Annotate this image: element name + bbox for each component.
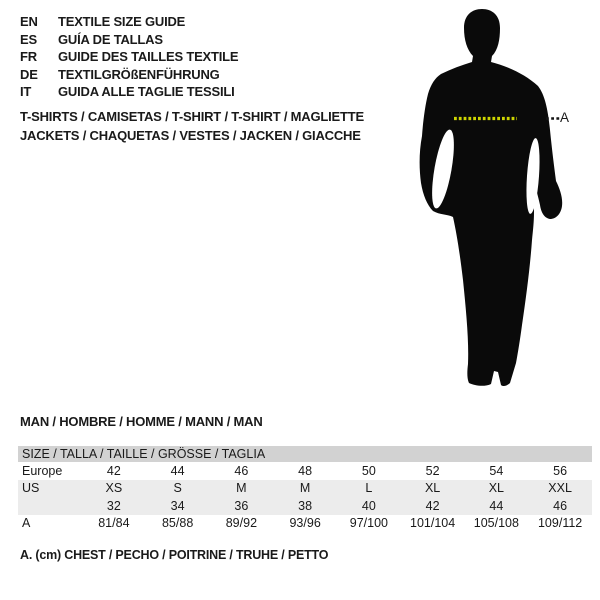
table-cell: 101/104 <box>410 516 456 531</box>
row-label: Europe <box>22 463 63 478</box>
table-cell: 52 <box>425 463 440 478</box>
language-title: GUÍA DE TALLAS <box>58 31 163 47</box>
row-label <box>18 497 82 515</box>
measurement-a-label: A <box>560 110 570 125</box>
table-cell: 48 <box>298 463 313 478</box>
category-tshirts: T-SHIRTS / CAMISETAS / T-SHIRT / T-SHIRT / MAGLIETTE <box>20 109 364 124</box>
table-cell: 42 <box>401 497 465 515</box>
table-cell: M <box>273 480 337 498</box>
table-cell: L <box>337 480 401 498</box>
table-cell: 89/92 <box>225 516 258 531</box>
table-cell: 32 <box>82 497 146 515</box>
language-title: TEXTILE SIZE GUIDE <box>58 14 186 29</box>
table-cell: 97/100 <box>349 516 388 531</box>
table-cell: M <box>210 480 274 498</box>
man-silhouette <box>395 0 600 400</box>
table-cell: 50 <box>361 463 376 478</box>
table-cell: 81/84 <box>98 516 130 531</box>
garment-categories <box>20 108 364 145</box>
language-title: GUIDA ALLE TAGLIE TESSILI <box>58 84 235 99</box>
row-label: A <box>22 516 31 531</box>
language-row <box>20 83 238 101</box>
table-cell: 34 <box>146 497 210 515</box>
size-table-header-row <box>18 446 592 462</box>
language-row <box>20 48 238 66</box>
language-title: GUIDE DES TAILLES TEXTILE <box>58 49 239 64</box>
language-code: ES <box>20 31 37 47</box>
table-cell: XXL <box>528 480 592 498</box>
language-list <box>20 13 238 101</box>
table-row-us-numbers <box>18 497 592 515</box>
table-cell: S <box>146 480 210 498</box>
language-row <box>20 31 238 49</box>
language-code: IT <box>20 84 32 99</box>
table-cell: 42 <box>106 463 121 478</box>
table-cell: 93/96 <box>289 516 321 531</box>
table-cell: 46 <box>528 497 592 515</box>
table-cell: 36 <box>210 497 274 515</box>
table-cell: XL <box>401 480 465 498</box>
row-label: US <box>18 480 82 498</box>
language-row <box>20 66 238 84</box>
language-row <box>20 13 238 31</box>
size-table-header: SIZE / TALLA / TAILLE / GRÖSSE / TAGLIA <box>18 446 592 462</box>
man-silhouette-svg <box>395 0 600 400</box>
table-row-us-letters <box>18 480 592 498</box>
table-cell: 85/88 <box>161 516 194 531</box>
table-cell: 40 <box>337 497 401 515</box>
language-code: FR <box>20 49 37 64</box>
section-title-man: MAN / HOMBRE / HOMME / MANN / MAN <box>20 414 263 429</box>
table-cell: 54 <box>489 463 504 478</box>
measurement-footnote: A. (cm) CHEST / PECHO / POITRINE / TRUHE / PETTO <box>20 548 329 562</box>
table-cell: 44 <box>170 463 185 478</box>
table-cell: XL <box>465 480 529 498</box>
table-cell: 56 <box>553 463 568 478</box>
size-table <box>18 446 592 532</box>
table-row-europe <box>18 462 592 480</box>
table-cell: 44 <box>465 497 529 515</box>
language-title: TEXTILGRÖßENFÜHRUNG <box>58 66 220 82</box>
language-code: DE <box>20 66 38 82</box>
table-cell: 109/112 <box>537 516 583 531</box>
table-cell: 46 <box>234 463 249 478</box>
table-cell: 105/108 <box>473 516 519 531</box>
table-cell: 38 <box>273 497 337 515</box>
category-jackets: JACKETS / CHAQUETAS / VESTES / JACKEN / GIACCHE <box>20 127 361 143</box>
language-code: EN <box>20 14 38 29</box>
table-row-chest-cm <box>18 515 592 533</box>
table-cell: XS <box>82 480 146 498</box>
